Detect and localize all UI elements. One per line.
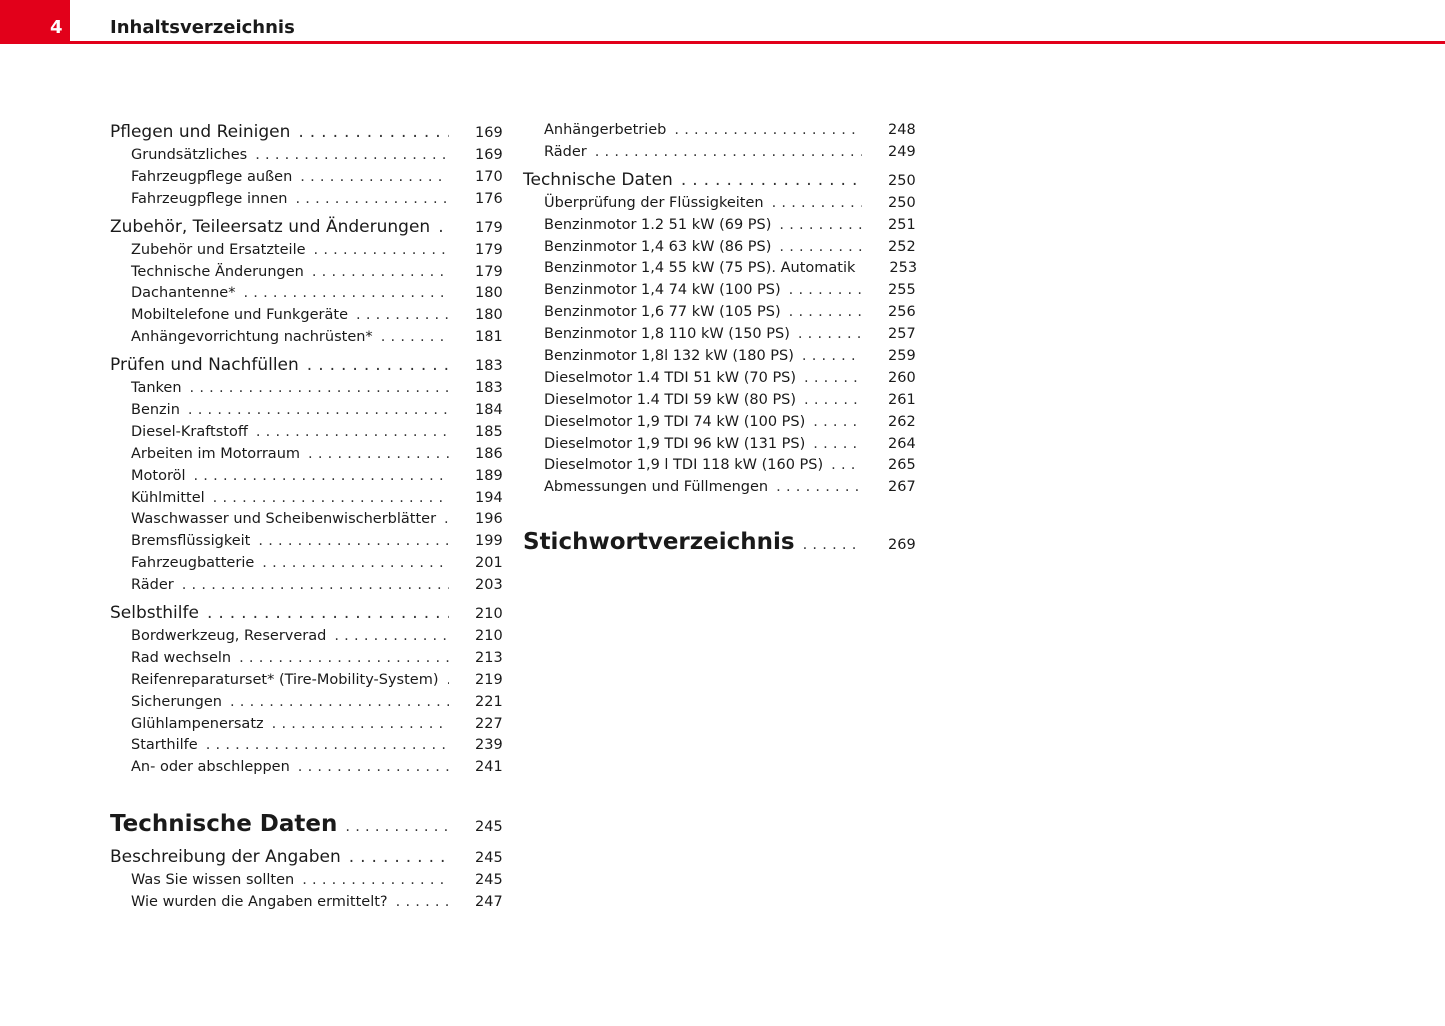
dot-leader <box>381 327 449 349</box>
page-title: Inhaltsverzeichnis <box>110 17 295 38</box>
dot-leader <box>182 575 449 597</box>
toc-entry[interactable] <box>110 692 503 714</box>
toc-entry[interactable] <box>523 215 916 237</box>
toc-entry[interactable] <box>110 531 503 553</box>
toc-entry-title: Was Sie wissen sollten <box>131 872 295 889</box>
dot-leader <box>256 422 449 444</box>
toc-entry-title: Stichwortverzeichnis <box>523 529 795 556</box>
dot-leader <box>798 324 862 346</box>
toc-entry-page: 245 <box>475 850 503 867</box>
dot-leader <box>298 757 449 779</box>
dot-leader <box>356 305 449 327</box>
toc-entry-title: Anhängerbetrieb <box>544 122 667 138</box>
toc-entry-page: 180 <box>475 307 503 324</box>
toc-entry-title: Benzinmotor 1,8l 132 kW (180 PS) <box>544 348 794 365</box>
toc-entry-title: Zubehör, Teileersatz und Änderungen <box>110 216 431 237</box>
toc-entry[interactable] <box>110 892 503 914</box>
toc-entry[interactable] <box>523 168 916 193</box>
dot-leader <box>262 553 449 575</box>
dot-leader <box>300 167 449 189</box>
toc-entry-title: Reifenreparaturset* (Tire-Mobility-System) <box>131 671 439 688</box>
toc-entry-title: Wie wurden die Angaben ermittelt? <box>131 894 388 911</box>
dot-leader <box>243 283 449 305</box>
toc-entry-page: 179 <box>475 241 503 258</box>
toc-entry[interactable] <box>110 575 503 597</box>
toc-entry-title: Bremsflüssigkeit <box>131 533 251 550</box>
dot-leader <box>258 531 449 553</box>
dot-leader <box>803 528 862 562</box>
toc-entry-page: 196 <box>475 511 503 528</box>
dot-leader <box>308 444 449 466</box>
toc-entry-page: 185 <box>475 423 503 440</box>
toc-entry-title: Zubehör und Ersatzteile <box>131 241 306 258</box>
toc-entry-page: 180 <box>475 285 503 302</box>
dot-leader <box>595 142 862 164</box>
dot-leader <box>804 368 862 390</box>
dot-leader <box>312 262 449 284</box>
toc-entry[interactable] <box>523 324 916 346</box>
toc-entry[interactable] <box>110 670 503 692</box>
dot-leader <box>307 353 449 378</box>
dot-leader <box>302 870 449 892</box>
toc-entry-title: Bordwerkzeug, Reserverad <box>131 628 327 645</box>
toc-entry[interactable] <box>110 305 503 327</box>
toc-entry-title: Dieselmotor 1.4 TDI 51 kW (70 PS) <box>544 369 797 386</box>
toc-entry-title: Technische Daten <box>523 169 673 190</box>
toc-entry-title: Dieselmotor 1,9 l TDI 118 kW (160 PS) <box>544 457 824 474</box>
toc-entry-title: Starthilfe <box>131 737 198 754</box>
dot-leader <box>188 400 449 422</box>
toc-entry[interactable] <box>523 368 916 390</box>
toc-entry[interactable] <box>523 434 916 456</box>
toc-entry-title: Anhängevorrichtung nachrüsten* <box>131 329 373 346</box>
toc-entry-title: Technische Änderungen <box>131 263 304 280</box>
toc-entry[interactable] <box>523 237 916 259</box>
toc-entry[interactable] <box>523 412 916 434</box>
dot-leader <box>674 120 862 142</box>
toc-entry[interactable] <box>110 240 503 262</box>
toc-entry[interactable] <box>110 400 503 422</box>
toc-entry[interactable] <box>110 601 503 626</box>
toc-entry-page: 249 <box>888 143 916 160</box>
toc-entry-page: 253 <box>889 260 918 277</box>
toc-entry[interactable] <box>110 509 503 531</box>
toc-entry-title: Benzinmotor 1,4 74 kW (100 PS) <box>544 282 781 299</box>
toc-entry-page: 219 <box>475 671 503 688</box>
toc-entry-page: 264 <box>888 435 916 452</box>
toc-entry[interactable] <box>110 845 503 870</box>
toc-entry-page: 179 <box>475 263 503 280</box>
toc-entry[interactable] <box>110 626 503 648</box>
toc-entry[interactable] <box>523 280 916 302</box>
toc-entry[interactable] <box>110 444 503 466</box>
toc-entry[interactable] <box>110 488 503 510</box>
toc-entry[interactable] <box>523 477 916 499</box>
toc-entry-page: 201 <box>475 555 503 572</box>
toc-entry-page: 252 <box>888 238 916 255</box>
toc-entry-title: Abmessungen und Füllmengen <box>544 479 769 496</box>
toc-entry-page: 210 <box>475 628 503 645</box>
toc-entry-title: Dieselmotor 1.4 TDI 59 kW (80 PS) <box>544 391 797 408</box>
toc-entry-title: Mobiltelefone und Funkgeräte <box>131 307 348 324</box>
dot-leader <box>789 280 862 302</box>
dot-leader <box>776 477 862 499</box>
toc-entry-title: Räder <box>131 577 174 594</box>
toc-entry-page: 179 <box>475 219 503 236</box>
dot-leader <box>444 509 449 531</box>
toc-entry-title: Dieselmotor 1,9 TDI 96 kW (131 PS) <box>544 435 806 452</box>
dot-leader <box>255 145 449 167</box>
toc-entry-page: 250 <box>888 194 916 211</box>
toc-entry[interactable] <box>110 262 503 284</box>
toc-entry-page: 210 <box>475 606 503 623</box>
dot-leader <box>396 892 449 914</box>
dot-leader <box>334 626 449 648</box>
toc-entry[interactable] <box>110 327 503 349</box>
dot-leader <box>230 692 449 714</box>
toc-entry-page: 194 <box>475 489 503 506</box>
toc-entry-title: Benzinmotor 1,6 77 kW (105 PS) <box>544 304 781 321</box>
toc-entry[interactable] <box>523 142 916 164</box>
dot-leader <box>345 810 449 844</box>
toc-entry[interactable] <box>110 422 503 444</box>
toc-entry-title: Waschwasser und Scheibenwischerblätter <box>131 511 437 528</box>
toc-entry[interactable] <box>110 807 503 841</box>
header-rule <box>70 41 1445 44</box>
toc-entry-page: 199 <box>475 533 503 550</box>
toc-entry-page: 239 <box>475 737 503 754</box>
dot-leader <box>193 466 449 488</box>
toc-entry-title: Fahrzeugpflege innen <box>131 190 288 207</box>
toc-entry-title: Motoröl <box>131 467 186 484</box>
dot-leader <box>813 434 862 456</box>
toc-entry-page: 247 <box>475 894 503 911</box>
toc-entry[interactable] <box>110 648 503 670</box>
toc-entry-page: 248 <box>888 122 916 138</box>
toc-entry[interactable] <box>110 735 503 757</box>
dot-leader <box>813 412 862 434</box>
toc-left-column <box>110 120 503 914</box>
toc-entry-page: 257 <box>888 326 916 343</box>
toc-entry-title: Rad wechseln <box>131 649 232 666</box>
toc-entry-title: Beschreibung der Angaben <box>110 847 341 868</box>
toc-entry[interactable] <box>110 120 503 145</box>
dot-leader <box>772 193 862 215</box>
page-number: 4 <box>50 17 63 38</box>
toc-entry-title: Grundsätzliches <box>131 147 248 163</box>
toc-entry-page: 176 <box>475 190 503 207</box>
dot-leader <box>831 455 862 477</box>
toc-entry[interactable] <box>110 215 503 240</box>
dot-leader <box>779 237 862 259</box>
toc-entry-title: Fahrzeugbatterie <box>131 555 255 572</box>
toc-entry-title: Benzinmotor 1,4 63 kW (86 PS) <box>544 238 772 255</box>
toc-entry[interactable] <box>110 145 503 167</box>
toc-entry-title: Räder <box>544 143 587 160</box>
toc-entry-title: Benzin <box>131 402 180 419</box>
toc-entry-page: 250 <box>888 172 916 189</box>
toc-entry[interactable] <box>110 757 503 779</box>
toc-entry-title: Technische Daten <box>110 811 338 838</box>
dot-leader <box>779 215 862 237</box>
dot-leader <box>190 378 449 400</box>
dot-leader <box>272 714 449 736</box>
toc-entry[interactable] <box>110 870 503 892</box>
toc-entry-page: 267 <box>888 479 916 496</box>
toc-entry-title: Selbsthilfe <box>110 603 199 624</box>
toc-entry[interactable] <box>523 525 916 559</box>
toc-entry[interactable] <box>110 378 503 400</box>
toc-entry-page: 269 <box>888 537 916 554</box>
dot-leader <box>206 735 449 757</box>
toc-entry-title: Überprüfung der Flüssigkeiten <box>544 194 764 211</box>
toc-entry-title: Benzinmotor 1,4 55 kW (75 PS). Automatik <box>544 260 856 277</box>
toc-entry[interactable] <box>110 189 503 211</box>
toc-entry[interactable] <box>523 390 916 412</box>
toc-entry-title: An- oder abschleppen <box>131 759 290 776</box>
dot-leader <box>314 240 449 262</box>
toc-entry[interactable] <box>110 167 503 189</box>
toc-entry-page: 189 <box>475 467 503 484</box>
toc-entry-page: 245 <box>475 872 503 889</box>
toc-entry-title: Benzinmotor 1,8 110 kW (150 PS) <box>544 326 790 343</box>
dot-leader <box>298 120 449 145</box>
toc-entry-page: 183 <box>475 358 503 375</box>
toc-entry-page: 183 <box>475 380 503 397</box>
dot-leader <box>681 168 862 193</box>
toc-entry-title: Arbeiten im Motorraum <box>131 445 301 462</box>
toc-entry-title: Diesel-Kraftstoff <box>131 423 248 440</box>
toc-entry-page: 184 <box>475 402 503 419</box>
toc-entry-page: 169 <box>475 125 503 141</box>
toc-entry-page: 260 <box>888 369 916 386</box>
dot-leader <box>207 601 449 626</box>
toc-entry[interactable] <box>523 346 916 368</box>
toc-entry-page: 251 <box>888 216 916 233</box>
toc-entry-title: Pflegen und Reinigen <box>110 122 291 142</box>
toc-entry-title: Dachantenne* <box>131 285 236 302</box>
dot-leader <box>349 845 449 870</box>
toc-right-column <box>523 120 916 559</box>
toc-entry[interactable] <box>110 553 503 575</box>
toc-entry[interactable] <box>110 466 503 488</box>
dot-leader <box>802 346 862 368</box>
toc-entry[interactable] <box>523 455 916 477</box>
dot-leader <box>239 648 449 670</box>
dot-leader <box>789 302 862 324</box>
toc-entry-page: 241 <box>475 759 503 776</box>
toc-entry-page: 245 <box>475 819 503 836</box>
toc-entry-title: Fahrzeugpflege außen <box>131 168 293 185</box>
dot-leader <box>213 488 449 510</box>
toc-entry-title: Dieselmotor 1,9 TDI 74 kW (100 PS) <box>544 413 806 430</box>
toc-entry-page: 265 <box>888 457 916 474</box>
toc-entry-page: 203 <box>475 577 503 594</box>
toc-entry[interactable] <box>110 353 503 378</box>
toc-entry-page: 181 <box>475 329 503 346</box>
toc-entry[interactable] <box>523 302 916 324</box>
toc-entry-page: 186 <box>475 445 503 462</box>
toc-entry[interactable] <box>110 714 503 736</box>
toc-entry-page: 259 <box>888 348 916 365</box>
dot-leader <box>438 215 449 240</box>
dot-leader <box>804 390 862 412</box>
dot-leader <box>295 189 449 211</box>
dot-leader <box>446 670 449 692</box>
toc-entry[interactable] <box>523 193 916 215</box>
toc-entry-title: Benzinmotor 1.2 51 kW (69 PS) <box>544 216 772 233</box>
toc-entry-page: 221 <box>475 693 503 710</box>
toc-entry[interactable] <box>110 283 503 305</box>
toc-entry-page: 262 <box>888 413 916 430</box>
toc-entry-title: Sicherungen <box>131 693 222 710</box>
toc-entry[interactable] <box>523 120 916 142</box>
toc-entry-page: 256 <box>888 304 916 321</box>
toc-entry-title: Prüfen und Nachfüllen <box>110 355 299 376</box>
page-header <box>0 0 1445 46</box>
toc-entry-title: Tanken <box>131 380 182 397</box>
toc-entry-page: 169 <box>475 147 503 163</box>
toc-entry-page: 213 <box>475 649 503 666</box>
toc-entry-title: Glühlampenersatz <box>131 715 264 732</box>
toc-entry[interactable] <box>523 258 916 280</box>
toc-entry-page: 170 <box>475 168 503 185</box>
toc-entry-page: 227 <box>475 715 503 732</box>
toc-entry-title: Kühlmittel <box>131 489 205 506</box>
toc-entry-page: 261 <box>888 391 916 408</box>
toc-entry-page: 255 <box>888 282 916 299</box>
